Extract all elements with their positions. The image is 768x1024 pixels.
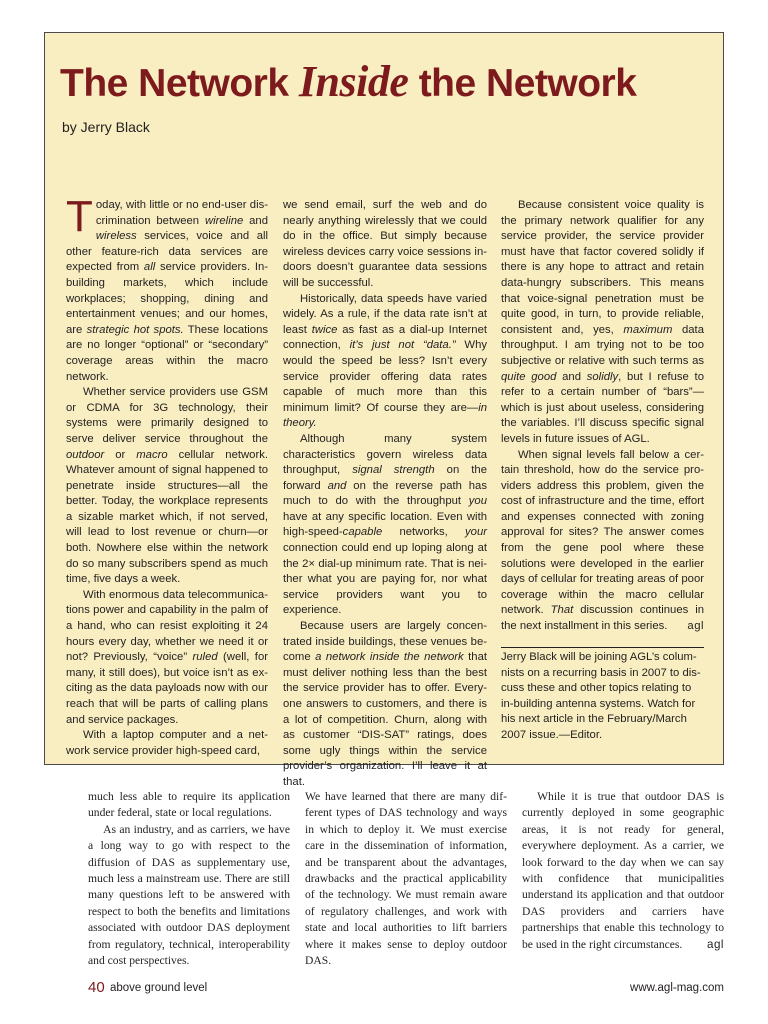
article-column-2 xyxy=(283,198,487,791)
title-part-1: The Network xyxy=(60,62,299,105)
column-1-paragraph-3: With enormous data telecommunications power and capability in the palm of a hand, who can resist exploiting it 24 hours every day, whether we need it or not? Previously, “voice” ruled (well, for many, it still does), but voice isn’t as exciting as the data payloads now with our reach that will be parts of calling plans and service packages. xyxy=(66,588,268,726)
lower-column-1-paragraph-2: As an industry, and as carriers, we have a long way to go with respect to the diffusion of DAS as supplementary use, much less a mainstream use. There are still many questions left to be answered with respect to both the benefits and limitations associated with outdoor DAS deployment from regulatory, technical, interoperability and cost perspectives. xyxy=(88,822,290,968)
page-footer xyxy=(88,979,724,999)
end-mark: agl xyxy=(687,620,704,633)
lower-column-2-paragraph-1: We have learned that there are many different types of DAS technology and ways in which to deploy it. We must exercise care in the dissemination of information, and be transparent about the advantages, drawbacks and the practical applicability of the technology. We must remain aware of regulatory challenges, and work with state and local authorities to lift barriers where it makes sense to deploy outdoor DAS. xyxy=(305,790,507,968)
column-2-paragraph-3: Although many system characteristics govern wireless data throughput, signal strength on the forward and on the reverse path has much to do with the throughput you have at any specific location. Even with high-speed-capable networks, your connection could end up loping along at the 2× dial-up minimum rate. That is neither what you are paying for, nor what service providers want you to experience. xyxy=(283,432,487,617)
column-2-paragraph-1: we send email, surf the web and do nearly anything wirelessly that we could do in the office. But simply because wireless devices carry voice sessions indoors doesn’t guarantee data sessions will be successful. xyxy=(283,199,487,289)
magazine-name: above ground level xyxy=(110,982,208,994)
column-2-paragraph-2: Historically, data speeds have varied widely. As a rule, if the data rate isn’t at least twice as fast as a dial-up Internet connection, it’s just not “data.” Why would the speed be less? Isn’t every service provider offering data rates capable of much more than this minimum limit? Of course they are—in theory. xyxy=(283,292,488,430)
article-column-3 xyxy=(501,198,704,635)
column-1-paragraph-1: Today, with little or no end-user discrimination between wireline and wireless services, voice and all other feature-rich data services are expected from all service providers. In-building markets, which include workplaces; shopping, dining and entertainment venues; and our homes, are strategic hot spots. These locations are no longer “optional” or “secondary” coverage areas within the macro network. xyxy=(66,192,269,383)
byline: by Jerry Black xyxy=(62,119,150,135)
article-title xyxy=(60,56,636,107)
column-2-paragraph-4: Because users are largely concentrated inside buildings, these venues become a network inside the network that must deliver nothing less than the best the service provider has to offer. Everyone answers to customers, and there is a lot of competition. Churn, along with as customer “DIS-SAT” ratings, does some ugly things within the service provider’s organization. I’ll leave it at that. xyxy=(283,620,488,788)
website-link[interactable]: www.agl-mag.com xyxy=(630,982,724,994)
column-3-paragraph-2: When signal levels fall below a certain threshold, how do the service providers address this problem, given the cost of infrastructure and the time, effort and expenses connected with zoning approval for sites? The answer comes from the gene pool where these solutions were developed in the earlier days of cellular for treating areas of poor coverage within the macro cellular network. That discussion continues in the next installment in this series. agl xyxy=(501,448,704,635)
lower-column-1 xyxy=(88,789,290,969)
column-3-paragraph-1: Because consistent voice quality is the primary network qualifier for any service provider, the service provider must have that factor covered solidly if there is any hope to attract and retain data-hungry subscribers. This means that voice-signal penetration must be quite good, in turn, to provide reliable, consistent and, yes, maximum data throughput. I am trying not to be too subjective or relative with such terms as quite good and solidly, but I refuse to refer to a certain number of “bars”—which is just about useless, considering the variables. I’ll discuss specific signal levels in future issues of AGL. xyxy=(501,199,704,445)
title-emphasis: Inside xyxy=(298,57,409,106)
author-bio: Jerry Black will be joining AGL’s columnists on a recurring basis in 2007 to discuss these and other topics relating to in-building antenna systems. Watch for his next article in the February/March 2007 issue.—Editor. xyxy=(501,651,701,741)
lower-column-3 xyxy=(522,789,724,953)
page-number: 40 xyxy=(88,979,105,996)
title-part-2: the Network xyxy=(408,62,637,105)
lower-column-1-paragraph-1: much less able to require its application under federal, state or local regulations. xyxy=(88,790,290,820)
drop-cap: T xyxy=(66,192,93,241)
column-1-paragraph-4: With a laptop computer and a network service provider high-speed card, xyxy=(66,729,268,757)
bio-divider xyxy=(501,647,704,648)
lower-end-mark: agl xyxy=(707,937,724,951)
column-1-paragraph-2: Whether service providers use GSM or CDMA for 3G technology, their systems were primarily designed to serve deliver service throughout the outdoor or macro cellular network. Whatever amount of signal happened to penetrate inside structures—all the better. Today, the workplace represents a sizable market which, if not served, will lead to lost revenue or churn—or both. Nowhere else within the network do so many subscribers spend as much time, five days a week. xyxy=(66,386,268,586)
lower-column-2 xyxy=(305,789,507,969)
lower-column-3-paragraph-1: While it is true that outdoor DAS is currently deployed in some geographic areas, it is not ready for general, everywhere deployment. As a carrier, we look forward to the day when we can say with confidence that municipalities understand its application and that outdoor DAS providers and carriers have partnerships that enable this technology to be used in the right circumstances. agl xyxy=(522,789,724,953)
article-column-1 xyxy=(66,192,269,759)
